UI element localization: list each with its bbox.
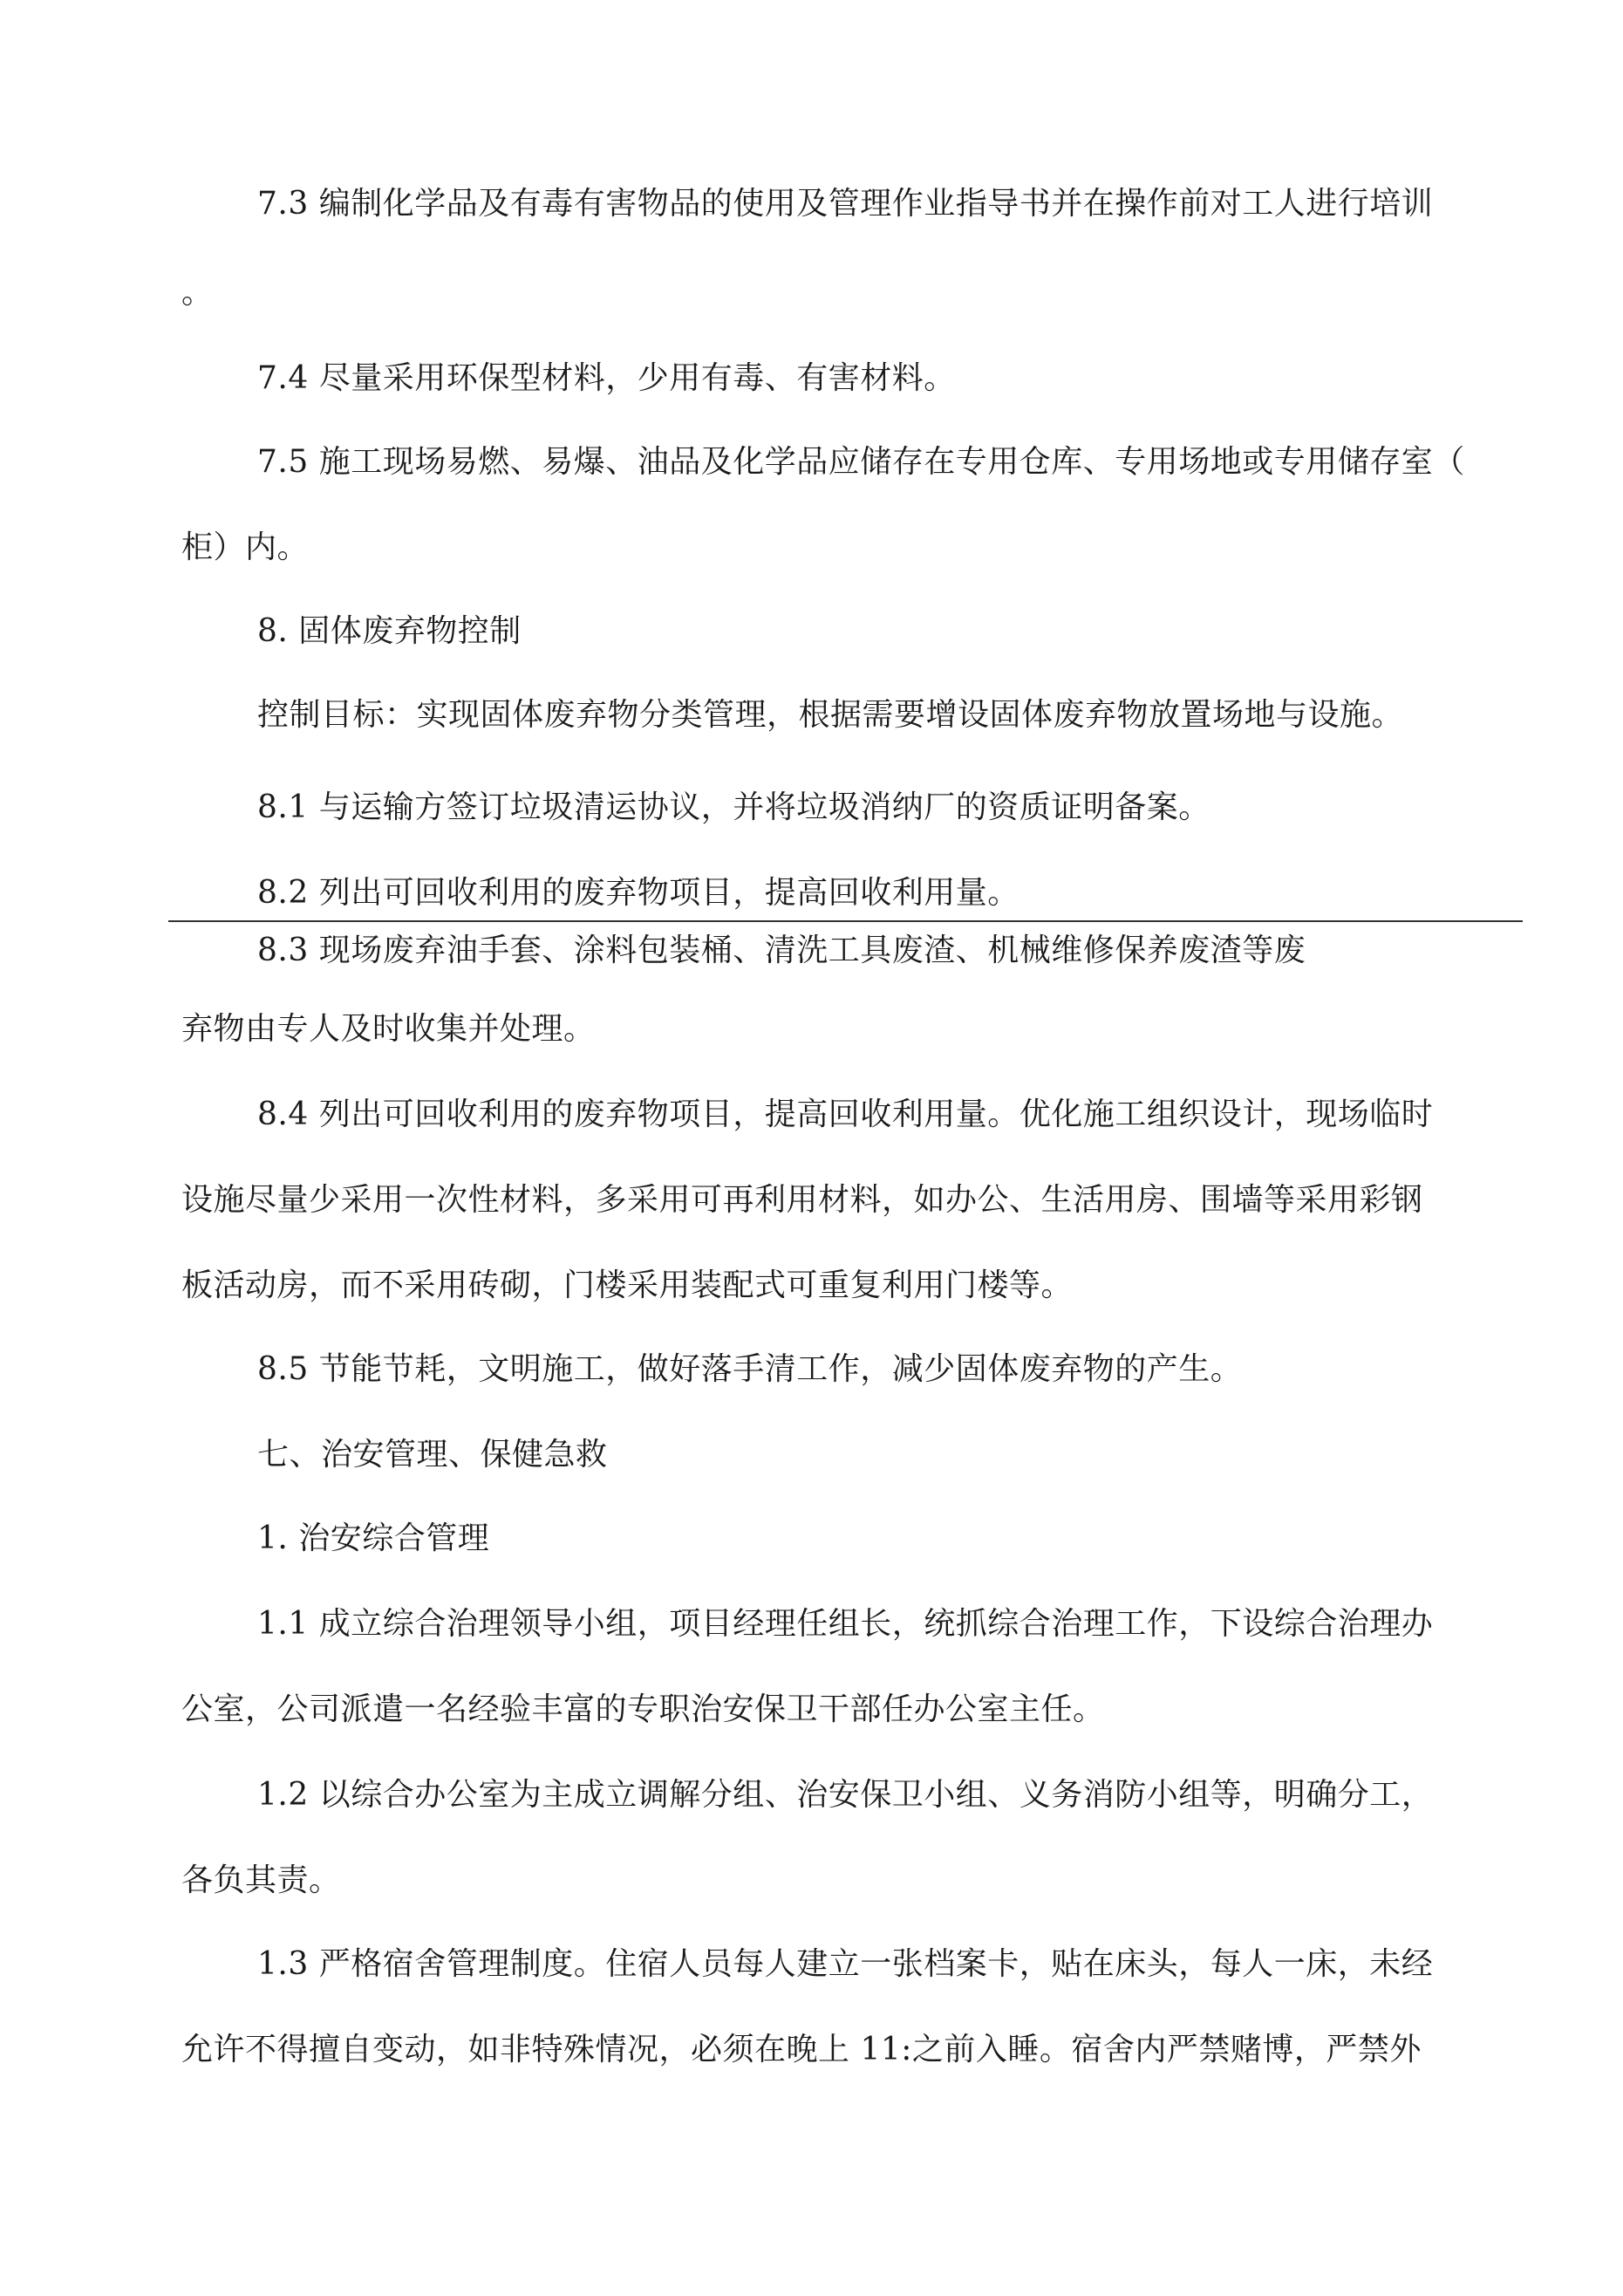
paragraph-8-2: 8.2 列出可回收利用的废弃物项目，提高回收利用量。 — [257, 875, 1019, 911]
heading-1: 1. 治安综合管理 — [257, 1520, 490, 1556]
heading-section-7: 七、治安管理、保健急救 — [257, 1437, 608, 1473]
heading-8: 8. 固体废弃物控制 — [257, 613, 522, 649]
paragraph-1-2-line-2: 各负其责。 — [181, 1862, 341, 1898]
paragraph-1-2-line-1: 1.2 以综合办公室为主成立调解分组、治安保卫小组、义务消防小组等，明确分工， — [257, 1777, 1434, 1813]
paragraph-7-3-line-1: 7.3 编制化学品及有毒有害物品的使用及管理作业指导书并在操作前对工人进行培训 — [257, 186, 1434, 222]
paragraph-7-4: 7.4 尽量采用环保型材料，少用有毒、有害材料。 — [257, 360, 956, 396]
paragraph-8-5: 8.5 节能节耗，文明施工，做好落手清工作，减少固体废弃物的产生。 — [257, 1351, 1243, 1387]
paragraph-7-5-line-1: 7.5 施工现场易燃、易爆、油品及化学品应储存在专用仓库、专用场地或专用储存室（ — [257, 444, 1465, 480]
paragraph-1-3-line-1: 1.3 严格宿舍管理制度。住宿人员每人建立一张档案卡，贴在床头，每人一床，未经 — [257, 1946, 1434, 1982]
paragraph-8-4-line-2: 设施尽量少采用一次性材料，多采用可再利用材料，如办公、生活用房、围墙等采用彩钢 — [181, 1182, 1423, 1218]
paragraph-1-1-line-2: 公室，公司派遣一名经验丰富的专职治安保卫干部任办公室主任。 — [181, 1691, 1105, 1727]
paragraph-8-4-line-3: 板活动房，而不采用砖砌，门楼采用装配式可重复利用门楼等。 — [181, 1268, 1074, 1303]
paragraph-8-4-line-1: 8.4 列出可回收利用的废弃物项目，提高回收利用量。优化施工组织设计，现场临时 — [257, 1097, 1434, 1132]
paragraph-1-3-line-2: 允许不得擅自变动，如非特殊情况，必须在晚上 11:之前入睡。宿舍内严禁赌博，严禁外 — [181, 2032, 1422, 2067]
paragraph-8-3-line-2: 弃物由专人及时收集并处理。 — [181, 1011, 596, 1047]
paragraph-1-1-line-1: 1.1 成立综合治理领导小组，项目经理任组长，统抓综合治理工作，下设综合治理办 — [257, 1606, 1434, 1642]
horizontal-rule — [168, 920, 1523, 922]
control-target: 控制目标：实现固体废弃物分类管理，根据需要增设固体废弃物放置场地与设施。 — [257, 697, 1404, 733]
paragraph-8-3-line-1: 8.3 现场废弃油手套、涂料包装桶、清洗工具废渣、机械维修保养废渣等废 — [257, 933, 1306, 968]
paragraph-7-5-line-2: 柜）内。 — [181, 530, 310, 565]
paragraph-8-1: 8.1 与运输方签订垃圾清运协议，并将垃圾消纳厂的资质证明备案。 — [257, 789, 1210, 825]
paragraph-7-3-line-2: 。 — [181, 275, 214, 311]
